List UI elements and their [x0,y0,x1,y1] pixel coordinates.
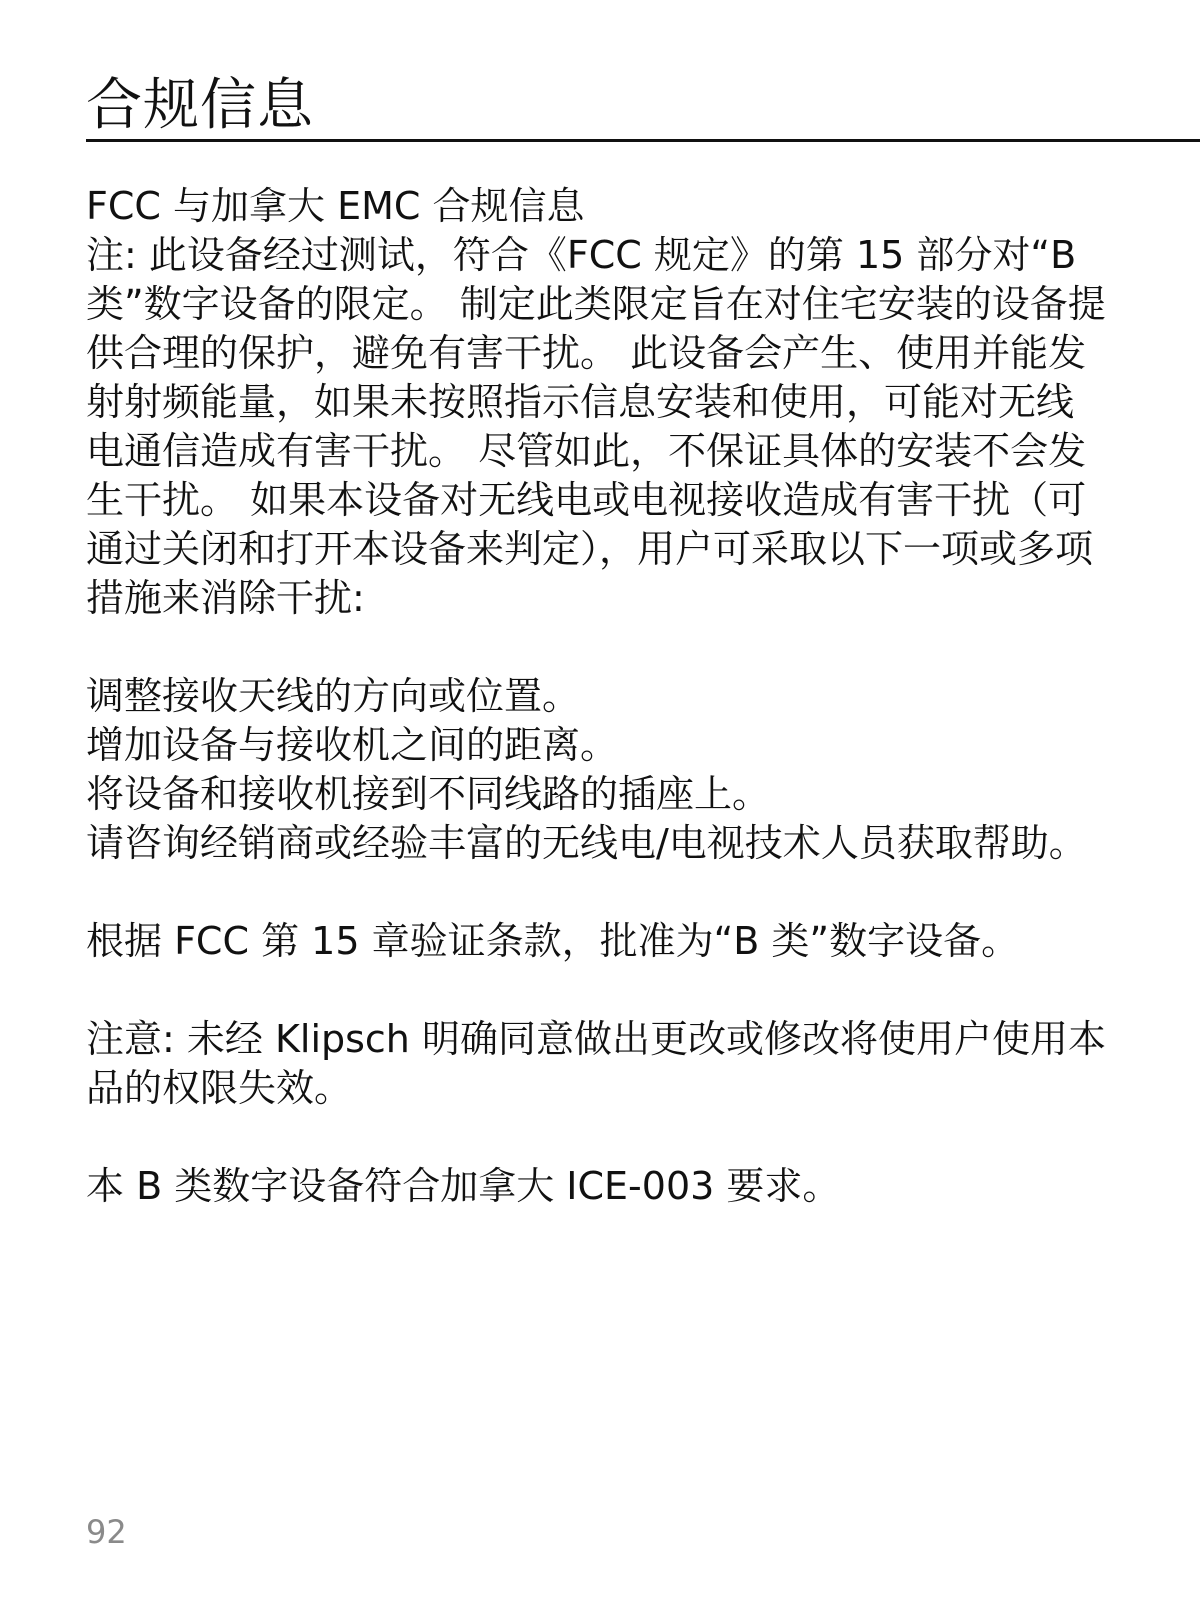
canada-compliance-paragraph: 本 B 类数字设备符合加拿大 ICE-003 要求。 [86,1164,841,1208]
measure-item: 增加设备与接收机之间的距离。 [86,723,619,767]
page-number: 92 [86,1513,127,1551]
compliance-content [86,182,1106,1211]
measure-item: 将设备和接收机接到不同线路的插座上。 [86,772,771,816]
caution-paragraph: 注意: 未经 Klipsch 明确同意做出更改或修改将使用户使用本品的权限失效。 [86,1017,1106,1110]
fcc-approval-paragraph: 根据 FCC 第 15 章验证条款，批准为“B 类”数字设备。 [86,919,1020,963]
page-title: 合规信息 [86,73,314,138]
title-divider [86,139,1200,142]
measure-item: 请咨询经销商或经验丰富的无线电/电视技术人员获取帮助。 [86,821,1087,865]
document-page [86,0,1200,1600]
measure-item: 调整接收天线的方向或位置。 [86,674,581,718]
section-heading: FCC 与加拿大 EMC 合规信息 [86,184,585,228]
fcc-note-paragraph: 注: 此设备经过测试，符合《FCC 规定》的第 15 部分对“B 类”数字设备的限定。 制定此类限定旨在对住宅安装的设备提供合理的保护，避免有害干扰。 此设备会产生、使用并能发射射频能量，如果未按照指示信息安装和使用，可能对无线电通信造成有害干扰。 尽管如此，不保证具体的安装不会发生干扰。 如果本设备对无线电或电视接收造成有害干扰（可通过关闭和打开本设备来判定），用户可采取以下一项或多项措施来消除干扰: [86,233,1106,620]
interference-measures-list [86,672,1106,868]
